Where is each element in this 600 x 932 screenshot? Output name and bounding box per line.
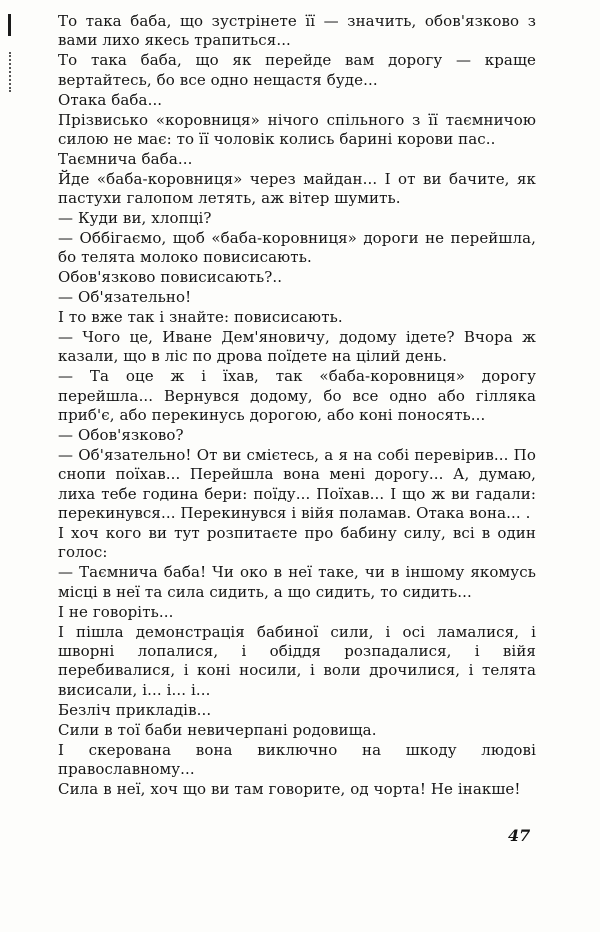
paragraph: — Обов'язково? xyxy=(58,426,184,445)
paragraph: — Об'язательно! От ви смієтесь, а я на собі перевірив... По снопи поїхав... Перейшла вона мені дорогу... А, думаю, лиха тебе година бери: поїду... Поїхав... І що ж ви гадали: перекинувся... Перекинувся і війя поламав. Отака вона... . xyxy=(58,445,536,523)
paragraph: Прізвисько «коровниця» нічого спільного з її таємничою силою не має: то її чоловік колись барині корови пас.. xyxy=(58,110,536,148)
paragraph: — Чого це, Иване Дем'яновичу, додому ідете? Вчора ж казали, що в ліс по дрова поїдете на цілий день. xyxy=(58,328,536,366)
margin-dots xyxy=(9,52,13,92)
paragraph: Отака баба... xyxy=(58,90,163,109)
paragraph: — Об'язательно! xyxy=(58,288,192,307)
page-number: 47 xyxy=(508,826,531,845)
paragraph: І скерована вона виключно на шкоду людові православному... xyxy=(58,740,536,778)
paragraph: Таємнича баба... xyxy=(58,149,193,168)
paragraph: Обов'язково повисисають?.. xyxy=(58,268,283,287)
paragraph: — Таємнича баба! Чи око в неї таке, чи в іншому якомусь місці в неї та сила сидить, а що сидить, то сидить... xyxy=(58,563,536,601)
paragraph: То така баба, що як перейде вам дорогу — краще вертайтесь, бо все одно нещастя буде... xyxy=(58,51,536,89)
paragraph: І хоч кого ви тут розпитаєте про бабину силу, всі в один голос: xyxy=(58,524,536,562)
paragraph: Сили в тої баби невичерпані родовища. xyxy=(58,720,377,739)
paragraph: Йде «баба-коровниця» через майдан... І от ви бачите, як пастухи галопом летять, аж вітер шумить. xyxy=(58,169,536,208)
paragraph: Безліч прикладів... xyxy=(58,700,212,719)
paragraph: То така баба, що зустрінете її — значить, обов'язково з вами лихо якесь трапиться... xyxy=(58,12,536,50)
paragraph: — Куди ви, хлопці? xyxy=(58,209,212,228)
paragraph: І пішла демонстрація бабиної сили, і осі ламалися, і шворні лопалися, і обіддя розпадалися, і війя перебивалися, і коні носили, і воли дрочилися, і телята висисали, і... і... і... xyxy=(58,622,536,699)
paragraph: Сила в неї, хоч що ви там говорите, од чорта! Не інакше! xyxy=(58,779,521,798)
paragraph: І то вже так і знайте: повисисають. xyxy=(58,308,343,327)
margin-mark xyxy=(8,14,11,36)
paragraph: — Оббігаємо, щоб «баба-коровниця» дороги не перейшла, бо телята молоко повисисають. xyxy=(58,228,536,267)
page-text xyxy=(58,12,536,799)
paragraph: І не говоріть... xyxy=(58,602,174,621)
paragraph: — Та оце ж і їхав, так «баба-коровниця» дорогу перейшла... Вернувся додому, бо все одно або гілляка приб'є, або перекинусь дорогою, або коні поносять... xyxy=(58,367,536,425)
